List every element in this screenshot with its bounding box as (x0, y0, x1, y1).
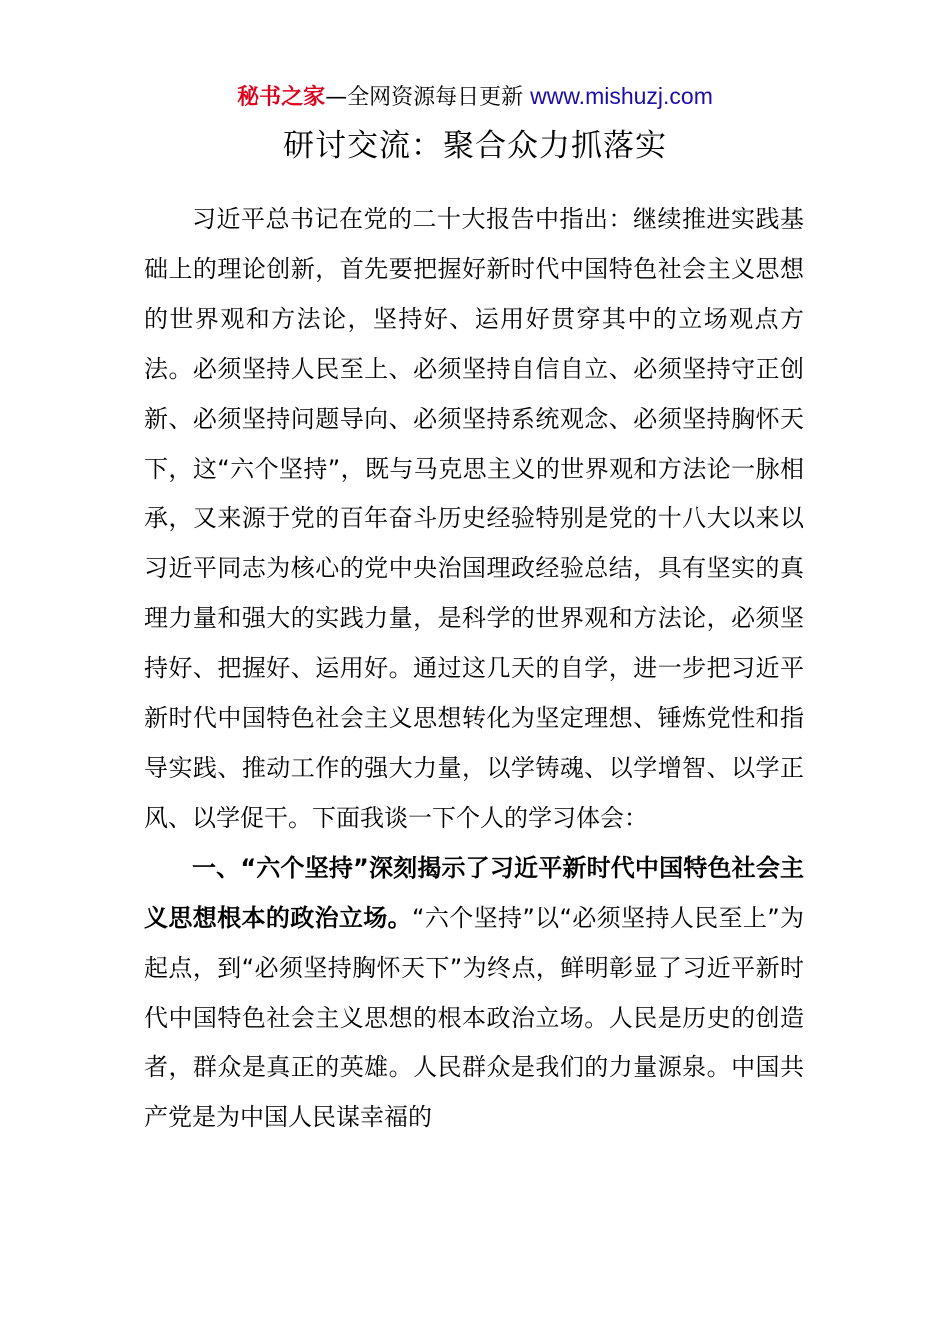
header-tagline: —全网资源每日更新 (325, 85, 531, 110)
document-body (144, 195, 804, 1143)
site-url-link[interactable]: www.mishuzj.com (530, 83, 713, 109)
section-1-heading: 一、“六个坚持”深刻揭示了习近平新时代中国特色社会主义思想根本的政治立场。 (144, 853, 804, 932)
page-header (0, 80, 950, 114)
paragraph-section-1 (144, 844, 804, 1143)
section-1-text: “六个坚持”以“必须坚持人民至上”为起点，到“必须坚持胸怀天下”为终点，鲜明彰显了习近平新时代中国特色社会主义思想的根本政治立场。人民是历史的创造者，群众是真正的英雄。人民群众是我们的力量源泉。中国共产党是为中国人民谋幸福的 (144, 903, 805, 1132)
brand-name: 秘书之家 (237, 85, 326, 110)
paragraph-intro: 习近平总书记在党的二十大报告中指出：继续推进实践基础上的理论创新，首先要把握好新时代中国特色社会主义思想的世界观和方法论，坚持好、运用好贯穿其中的立场观点方法。必须坚持人民至上、必须坚持自信自立、必须坚持守正创新、必须坚持问题导向、必须坚持系统观念、必须坚持胸怀天下，这“六个坚持”，既与马克思主义的世界观和方法论一脉相承，又来源于党的百年奋斗历史经验特别是党的十八大以来以习近平同志为核心的党中央治国理政经验总结，具有坚实的真理力量和强大的实践力量，是科学的世界观和方法论，必须坚持好、把握好、运用好。通过这几天的自学，进一步把习近平新时代中国特色社会主义思想转化为坚定理想、锤炼党性和指导实践、推动工作的强大力量，以学铸魂、以学增智、以学正风、以学促干。下面我谈一下个人的学习体会： (144, 205, 804, 832)
document-title: 研讨交流：聚合众力抓落实 (283, 128, 667, 164)
